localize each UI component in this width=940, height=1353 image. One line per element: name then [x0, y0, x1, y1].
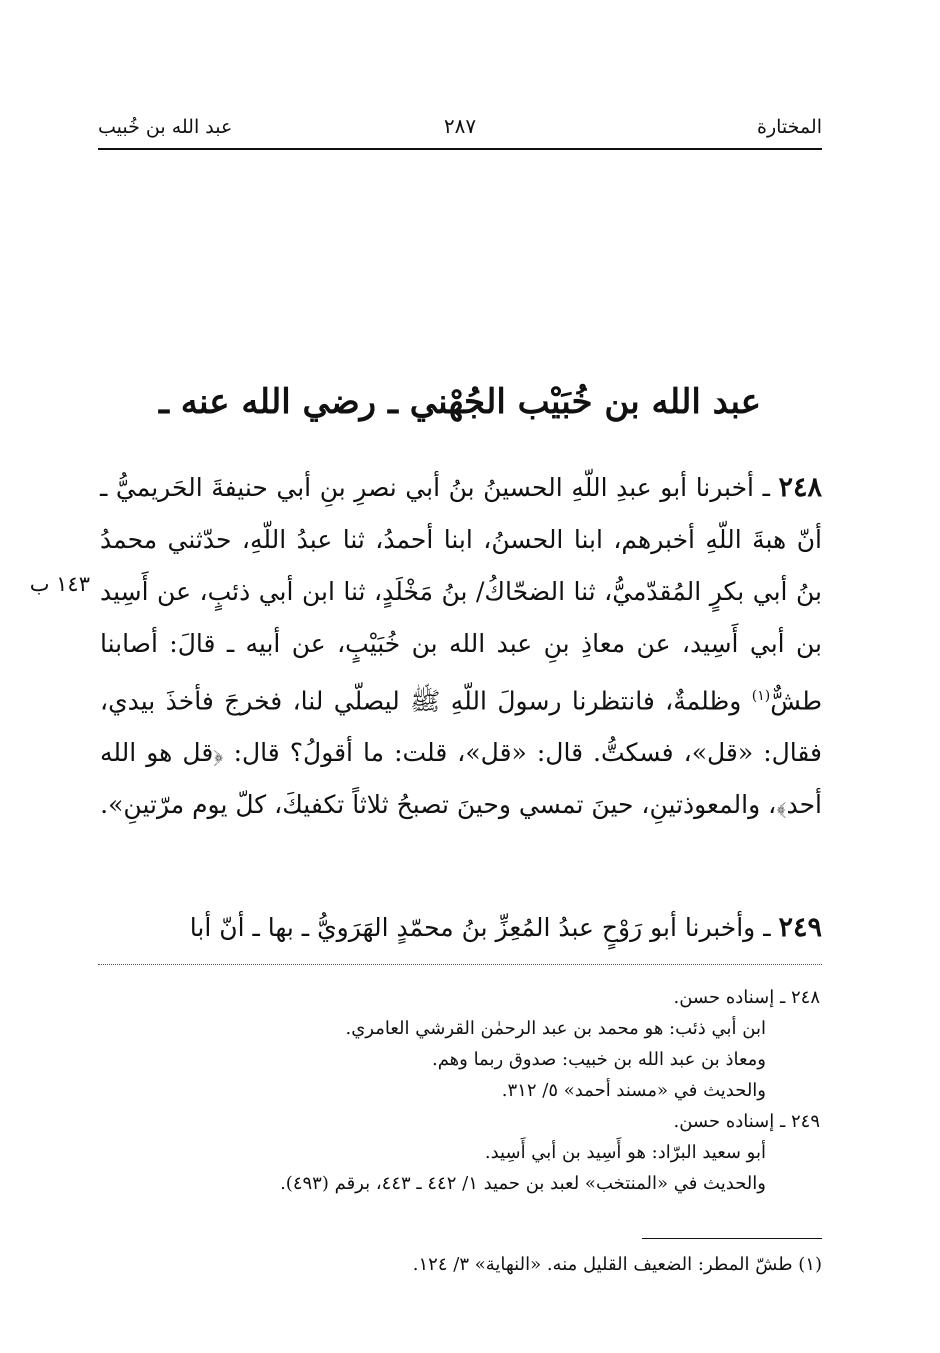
footnote-separator: [98, 964, 822, 965]
footnote-248-head: ٢٤٨ ـ إسناده حسن.: [673, 987, 820, 1008]
footnote-rule: [642, 1238, 822, 1239]
hadith-249: [100, 902, 822, 954]
footnote-248-line: والحديث في «مسند أحمد» ٥/ ٣١٢.: [501, 1080, 766, 1101]
hadith-number: ٢٤٩: [778, 912, 822, 943]
footnote-249-line: أبو سعيد البرّاد: هو أَسِيد بن أبي أَسِيد.: [484, 1142, 766, 1163]
hadith-text: ـ أخبرنا أبو عبدِ اللّهِ الحسينُ بنُ أبي نصرِ بنِ أبي حنيفةَ الحَريميُّ ـ أنّ هبةَ اللّهِ أخبرهم، ابنا الحسنُ، ابنا أحمدُ، ثنا عبدُ اللّهِ، حدّثني محمدُ بنُ أبي بكرٍ المُقدّميُّ، ثنا الضحّاكُ/ بنُ مَخْلَدٍ، ثنا ابن أبي ذئبٍ، عن أَسِيد بن أبي أَسِيد، عن معاذِ بنِ عبد الله بن خُبَيْبٍ، عن أبيه ـ قالَ: أصابنا طشٌّ: [100, 473, 822, 716]
footnote-248-line: ابن أبي ذئب: هو محمد بن عبد الرحمٰن القرشي العامري.: [345, 1018, 766, 1039]
manuscript-folio-note: ١٤٣ ب: [29, 572, 90, 596]
page-number: ٢٨٧: [443, 114, 477, 138]
footnote-249-head: ٢٤٩ ـ إسناده حسن.: [673, 1111, 820, 1132]
hadith-number: ٢٤٨: [778, 472, 822, 503]
header-rule: [98, 148, 822, 150]
footnotes: [98, 982, 822, 1199]
word-gloss-footnote: (١) طشّ المطر: الضعيف القليل منه. «النهاية» ٣/ ١٢٤.: [412, 1254, 822, 1275]
footnote-ref: (١): [751, 688, 771, 704]
hadith-text: ـ وأخبرنا أبو رَوْحٍ عبدُ المُعِزِّ بنُ محمّدٍ الهَرَويُّ ـ بها ـ أنّ أبا: [189, 913, 771, 942]
hadith-text-continued: وظلمةٌ، فانتظرنا رسولَ اللّهِ ﷺ ليصلّي لنا، فخرجَ فأخذَ بيدي، فقال: «قل»، فسكتُّ. قال: «قل»، قلت: ما أقولُ؟ قال: ﴿قل هو الله أحد﴾، والمعوذتينِ، حينَ تمسي وحينَ تصبحُ ثلاثاً تكفيكَ، كلّ يوم مرّتينِ».: [100, 686, 822, 820]
chapter-title: عبد الله بن خُبَيْب الجُهْني ـ رضي الله عنه ـ: [158, 382, 762, 422]
hadith-248: [100, 462, 822, 831]
header-book-title: المختارة: [757, 116, 822, 138]
running-header: [98, 112, 822, 144]
footnote-249-line: والحديث في «المنتخب» لعبد بن حميد ١/ ٤٤٢ ـ ٤٤٣، برقم (٤٩٣).: [280, 1173, 766, 1194]
footnote-248-line: ومعاذ بن عبد الله بن خبيب: صدوق ربما وهم.: [431, 1049, 766, 1070]
header-section-title: عبد الله بن خُبيب: [98, 116, 233, 138]
